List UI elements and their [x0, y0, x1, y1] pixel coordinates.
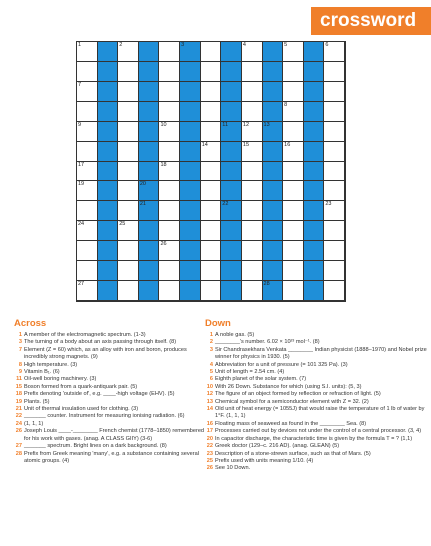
- grid-cell[interactable]: [324, 281, 345, 301]
- clue-number: 9: [18, 369, 22, 376]
- clue-number: 14: [206, 406, 213, 413]
- grid-block: [304, 102, 325, 122]
- grid-cell[interactable]: [283, 281, 304, 301]
- grid-block: [263, 62, 284, 82]
- grid-cell[interactable]: [283, 162, 304, 182]
- down-clue: [205, 369, 427, 376]
- clue-text: Abbreviation for a unit of pressure (= 101 325 Pa). (3): [215, 361, 348, 368]
- cell-number: 4: [242, 42, 246, 48]
- clue-text: Prefix used with units meaning 1/10. (4): [215, 457, 314, 464]
- grid-block: [98, 82, 119, 102]
- grid-block: [263, 221, 284, 241]
- grid-cell[interactable]: [201, 281, 222, 301]
- grid-cell[interactable]: [201, 181, 222, 201]
- down-heading: Down: [205, 318, 231, 329]
- grid-cell[interactable]: [77, 281, 98, 301]
- grid-block: [304, 261, 325, 281]
- clue-number: 26: [15, 428, 22, 435]
- cell-number: 25: [119, 221, 126, 228]
- cell-number: 20: [139, 181, 146, 188]
- clue-text: Floating mass of seaweed as found in the ________ Sea. (8): [215, 420, 367, 427]
- grid-block: [304, 221, 325, 241]
- down-clues: [205, 318, 427, 473]
- grid-cell[interactable]: [159, 241, 180, 261]
- down-clue: [205, 332, 427, 339]
- grid-block: [139, 261, 160, 281]
- grid-block: [221, 62, 242, 82]
- grid-cell[interactable]: [283, 122, 304, 142]
- grid-block: [98, 241, 119, 261]
- grid-block: [98, 181, 119, 201]
- grid-cell[interactable]: [242, 181, 263, 201]
- grid-cell[interactable]: [77, 261, 98, 281]
- grid-cell[interactable]: [324, 142, 345, 162]
- grid-cell[interactable]: [77, 142, 98, 162]
- clue-text: The figure of an object formed by reflection or refraction of light. (5): [215, 391, 381, 398]
- grid-block: [304, 201, 325, 221]
- grid-cell[interactable]: [118, 162, 139, 182]
- clue-text: Oil-well boring machinery. (3): [24, 376, 97, 383]
- down-clue: [205, 465, 427, 472]
- grid-block: [98, 142, 119, 162]
- cell-number: 17: [78, 161, 85, 168]
- cell-number: 5: [284, 42, 288, 48]
- down-clue: [205, 362, 427, 369]
- grid-cell[interactable]: [201, 102, 222, 122]
- grid-cell[interactable]: [77, 82, 98, 102]
- grid-block: [221, 142, 242, 162]
- across-clue: [14, 339, 210, 346]
- grid-block: [180, 241, 201, 261]
- grid-cell[interactable]: [242, 102, 263, 122]
- across-clue: [14, 384, 210, 391]
- grid-block: [139, 102, 160, 122]
- grid-block: [139, 221, 160, 241]
- grid-cell[interactable]: [324, 62, 345, 82]
- grid-cell[interactable]: [77, 241, 98, 261]
- grid-block: [180, 181, 201, 201]
- grid-cell[interactable]: [201, 82, 222, 102]
- grid-block: [263, 42, 284, 62]
- clue-text: (1, 1, 1): [24, 420, 44, 427]
- grid-block: [221, 122, 242, 142]
- down-clue: [205, 399, 427, 406]
- grid-block: [180, 261, 201, 281]
- grid-block: [180, 62, 201, 82]
- clue-number: 6: [209, 376, 213, 383]
- grid-cell[interactable]: [159, 261, 180, 281]
- grid-cell[interactable]: [324, 261, 345, 281]
- clue-number: 22: [15, 413, 22, 420]
- clue-number: 5: [209, 369, 213, 376]
- clue-number: 3: [18, 339, 22, 346]
- cell-number: 8: [284, 101, 288, 108]
- cell-number: 2: [119, 42, 123, 48]
- grid-cell[interactable]: [283, 82, 304, 102]
- grid-cell[interactable]: [242, 162, 263, 182]
- grid-block: [263, 102, 284, 122]
- grid-block: [139, 241, 160, 261]
- grid-block: [263, 261, 284, 281]
- grid-block: [221, 82, 242, 102]
- grid-block: [263, 82, 284, 102]
- grid-cell[interactable]: [77, 201, 98, 221]
- grid-cell[interactable]: [242, 281, 263, 301]
- clue-text: _______ spectrum. Bright lines on a dark background. (8): [24, 443, 167, 450]
- clue-number: 16: [206, 420, 213, 427]
- across-clues: [14, 318, 210, 465]
- cell-number: 23: [325, 201, 332, 208]
- grid-cell[interactable]: [242, 122, 263, 142]
- grid-cell[interactable]: [77, 102, 98, 122]
- grid-cell[interactable]: [242, 221, 263, 241]
- grid-cell[interactable]: [242, 142, 263, 162]
- grid-cell[interactable]: [283, 102, 304, 122]
- grid-block: [180, 221, 201, 241]
- clue-text: The turning of a body about an axis passing through itself. (8): [24, 339, 177, 346]
- cell-number: 12: [242, 121, 250, 128]
- clue-number: 1: [209, 332, 213, 338]
- grid-cell[interactable]: [77, 42, 98, 62]
- grid-block: [98, 221, 119, 241]
- grid-block: [98, 102, 119, 122]
- cell-number: 13: [263, 121, 270, 128]
- clue-text: Greek doctor (129–c. 216 AD). (anag. GLEAN) (5): [215, 443, 340, 450]
- across-heading: Across: [14, 318, 47, 329]
- cell-number: 9: [78, 121, 82, 128]
- clue-text: Plants. (5): [24, 398, 50, 405]
- across-clue: [14, 362, 210, 369]
- grid-block: [221, 241, 242, 261]
- cell-number: 21: [139, 201, 146, 208]
- clue-number: 12: [206, 391, 213, 398]
- grid-block: [139, 281, 160, 301]
- clue-text: High temperature. (3): [24, 361, 78, 368]
- grid-block: [304, 82, 325, 102]
- grid-block: [263, 181, 284, 201]
- down-clue: [205, 347, 427, 362]
- grid-cell[interactable]: [118, 102, 139, 122]
- clue-number: 13: [206, 398, 213, 405]
- grid-cell[interactable]: [118, 142, 139, 162]
- grid-block: [139, 142, 160, 162]
- grid-cell[interactable]: [242, 42, 263, 62]
- grid-cell[interactable]: [242, 201, 263, 221]
- clue-text: Unit of thermal insulation used for clothing. (3): [24, 406, 139, 413]
- grid-cell[interactable]: [242, 261, 263, 281]
- down-clue: [205, 443, 427, 450]
- clue-number: 24: [15, 420, 22, 427]
- clue-text: Prefix denoting 'outside of', e.g. ____-high voltage (EHV). (5): [24, 391, 175, 398]
- across-clue: [14, 399, 210, 406]
- down-clue: [205, 406, 427, 421]
- grid-cell[interactable]: [283, 142, 304, 162]
- clue-number: 8: [18, 361, 22, 368]
- clue-number: 23: [206, 450, 213, 457]
- grid-block: [180, 201, 201, 221]
- grid-block: [304, 42, 325, 62]
- clue-text: Sir Chandrasekhara Venkata ________ Indian physicist (1888–1970) and Nobel prize winner for physics in 1930. (5): [215, 346, 427, 361]
- grid-block: [139, 122, 160, 142]
- down-clue: [205, 458, 427, 465]
- down-clue: [205, 339, 427, 346]
- grid-block: [304, 62, 325, 82]
- cell-number: 27: [78, 281, 85, 288]
- grid-cell[interactable]: [159, 201, 180, 221]
- clue-text: Boson formed from a quark-antiquark pair. (5): [24, 383, 138, 390]
- down-clue: [205, 451, 427, 458]
- clue-text: In capacitor discharge, the characteristic time is given by the formula T = ? (1,1): [215, 435, 413, 442]
- grid-cell[interactable]: [201, 42, 222, 62]
- across-clue: [14, 428, 210, 443]
- down-clue: [205, 436, 427, 443]
- clue-text: Processes carried out by devices not under the control of a central processor. (3, 4): [215, 428, 422, 435]
- grid-block: [304, 181, 325, 201]
- cell-number: 24: [78, 221, 85, 228]
- crossword-title: crossword: [311, 7, 431, 35]
- grid-cell[interactable]: [201, 162, 222, 182]
- grid-cell[interactable]: [118, 201, 139, 221]
- grid-cell[interactable]: [283, 201, 304, 221]
- cell-number: 28: [263, 281, 270, 288]
- cell-number: 15: [242, 141, 250, 148]
- grid-block: [139, 82, 160, 102]
- grid-cell[interactable]: [118, 42, 139, 62]
- grid-block: [98, 162, 119, 182]
- grid-cell[interactable]: [118, 241, 139, 261]
- grid-block: [263, 122, 284, 142]
- clue-text: Chemical symbol for a semiconductor element with Z = 32. (2): [215, 398, 369, 405]
- cell-number: 22: [222, 201, 229, 208]
- grid-cell[interactable]: [159, 82, 180, 102]
- clue-text: Description of a stone-strewn surface, such as that of Mars. (5): [215, 450, 371, 457]
- grid-block: [221, 181, 242, 201]
- grid-block: [180, 42, 201, 62]
- grid-cell[interactable]: [118, 261, 139, 281]
- clue-text: Prefix from Greek meaning 'many', e.g. a substance containing several atomic groups. (4): [24, 450, 200, 464]
- cell-number: 6: [325, 42, 329, 48]
- grid-block: [98, 62, 119, 82]
- grid-cell[interactable]: [242, 241, 263, 261]
- grid-block: [221, 221, 242, 241]
- grid-cell[interactable]: [159, 162, 180, 182]
- clue-number: 18: [15, 391, 22, 398]
- clue-number: 11: [16, 376, 22, 383]
- grid-block: [221, 201, 242, 221]
- clue-number: 17: [206, 428, 213, 435]
- grid-cell[interactable]: [324, 42, 345, 62]
- grid-cell[interactable]: [324, 82, 345, 102]
- grid-cell[interactable]: [159, 281, 180, 301]
- grid-cell[interactable]: [201, 221, 222, 241]
- across-clue: [14, 451, 210, 466]
- grid-cell[interactable]: [324, 241, 345, 261]
- clue-number: 7: [18, 346, 22, 353]
- grid-cell[interactable]: [283, 241, 304, 261]
- across-clue: [14, 391, 210, 398]
- grid-block: [139, 62, 160, 82]
- clue-text: Element (Z = 60) which, as an alloy with iron and boron, produces incredibly strong magnets. (9): [24, 346, 187, 361]
- clue-number: 27: [15, 443, 22, 450]
- grid-cell[interactable]: [324, 221, 345, 241]
- clue-number: 21: [15, 406, 22, 413]
- grid-cell[interactable]: [201, 241, 222, 261]
- grid-block: [304, 142, 325, 162]
- grid-cell[interactable]: [159, 102, 180, 122]
- grid-block: [139, 42, 160, 62]
- grid-cell[interactable]: [283, 221, 304, 241]
- cell-number: 1: [78, 42, 82, 48]
- grid-cell[interactable]: [159, 42, 180, 62]
- grid-cell[interactable]: [77, 181, 98, 201]
- down-clue: [205, 384, 427, 391]
- grid-cell[interactable]: [324, 181, 345, 201]
- grid-cell[interactable]: [118, 122, 139, 142]
- clue-text: With 26 Down. Substance for which (using S.I. units): (5, 3): [215, 383, 362, 390]
- grid-cell[interactable]: [118, 82, 139, 102]
- down-clue: [205, 376, 427, 383]
- cell-number: 26: [160, 241, 167, 248]
- down-clue: [205, 391, 427, 398]
- grid-block: [263, 201, 284, 221]
- cell-number: 7: [78, 81, 82, 88]
- clue-text: Eighth planet of the solar system. (7): [215, 376, 307, 383]
- grid-cell[interactable]: [201, 142, 222, 162]
- grid-cell[interactable]: [77, 221, 98, 241]
- cell-number: 11: [222, 121, 229, 128]
- clue-number: 15: [15, 383, 22, 390]
- across-clue: [14, 376, 210, 383]
- grid-block: [98, 281, 119, 301]
- clue-number: 3: [209, 346, 213, 353]
- clue-number: 2: [209, 339, 213, 346]
- clue-text: Old unit of heat energy (= 1055J) that would raise the temperature of 1 lb of water by 1°F. (1, 1, 1): [215, 406, 425, 420]
- grid-block: [304, 281, 325, 301]
- grid-cell[interactable]: [324, 122, 345, 142]
- grid-cell[interactable]: [324, 102, 345, 122]
- across-clue: [14, 421, 210, 428]
- clue-text: A noble gas. (5): [215, 332, 255, 338]
- clue-number: 25: [206, 457, 213, 464]
- grid-block: [221, 102, 242, 122]
- across-clue: [14, 413, 210, 420]
- grid-block: [98, 122, 119, 142]
- grid-block: [98, 42, 119, 62]
- grid-block: [180, 142, 201, 162]
- down-clue: [205, 421, 427, 428]
- grid-cell[interactable]: [201, 201, 222, 221]
- cell-number: 3: [181, 42, 185, 48]
- grid-cell[interactable]: [77, 122, 98, 142]
- cell-number: 10: [160, 121, 167, 128]
- grid-cell[interactable]: [283, 181, 304, 201]
- cell-number: 14: [201, 141, 208, 148]
- clue-number: 10: [206, 383, 213, 390]
- cell-number: 16: [284, 141, 291, 148]
- clue-text: _______ counter. Instrument for measuring ionising radiation. (6): [24, 413, 185, 420]
- clue-number: 22: [206, 443, 213, 450]
- grid-block: [304, 162, 325, 182]
- clue-number: 28: [15, 450, 22, 457]
- grid-block: [180, 122, 201, 142]
- clue-number: 19: [15, 398, 22, 405]
- grid-block: [98, 201, 119, 221]
- grid-block: [221, 261, 242, 281]
- grid-cell[interactable]: [324, 201, 345, 221]
- grid-cell[interactable]: [159, 142, 180, 162]
- grid-cell[interactable]: [283, 42, 304, 62]
- grid-cell[interactable]: [77, 62, 98, 82]
- grid-block: [139, 201, 160, 221]
- clue-number: 20: [206, 435, 213, 442]
- grid-cell[interactable]: [159, 181, 180, 201]
- grid-cell[interactable]: [201, 122, 222, 142]
- grid-cell[interactable]: [242, 82, 263, 102]
- grid-block: [304, 241, 325, 261]
- clue-number: 4: [209, 361, 213, 368]
- grid-cell[interactable]: [77, 162, 98, 182]
- grid-block: [180, 281, 201, 301]
- crossword-grid: [76, 41, 346, 302]
- grid-block: [263, 241, 284, 261]
- clue-text: Unit of length = 2.54 cm. (4): [215, 369, 285, 376]
- grid-block: [221, 42, 242, 62]
- grid-cell[interactable]: [118, 181, 139, 201]
- grid-block: [221, 162, 242, 182]
- across-clue: [14, 347, 210, 362]
- clue-number: 26: [206, 465, 213, 472]
- grid-block: [139, 181, 160, 201]
- grid-cell[interactable]: [159, 122, 180, 142]
- clue-text: ________'s number. 6.02 × 10²³ mol⁻¹. (8): [215, 339, 320, 346]
- grid-cell[interactable]: [242, 62, 263, 82]
- grid-cell[interactable]: [283, 261, 304, 281]
- down-clue: [205, 428, 427, 435]
- grid-block: [263, 281, 284, 301]
- grid-block: [263, 162, 284, 182]
- clue-text: See 10 Down.: [215, 465, 251, 472]
- grid-block: [98, 261, 119, 281]
- grid-cell[interactable]: [201, 261, 222, 281]
- grid-cell[interactable]: [118, 221, 139, 241]
- grid-cell[interactable]: [159, 62, 180, 82]
- clue-text: Vitamin B₁. (6): [24, 369, 60, 376]
- clue-text: Joseph Louis ____-________ French chemist (1778–1850) remembered for his work with gases. (anag. A CLASS GIIY) (3-6): [24, 428, 205, 442]
- grid-block: [180, 102, 201, 122]
- grid-cell[interactable]: [283, 62, 304, 82]
- cell-number: 18: [160, 161, 167, 168]
- grid-block: [221, 281, 242, 301]
- across-clue: [14, 332, 210, 339]
- grid-cell[interactable]: [324, 162, 345, 182]
- grid-cell[interactable]: [159, 221, 180, 241]
- across-clue: [14, 369, 210, 376]
- cell-number: 19: [78, 181, 85, 188]
- grid-block: [180, 162, 201, 182]
- grid-block: [180, 82, 201, 102]
- clue-text: A member of the electromagnetic spectrum. (1-3): [24, 332, 146, 338]
- grid-cell[interactable]: [201, 62, 222, 82]
- grid-cell[interactable]: [118, 62, 139, 82]
- across-clue: [14, 406, 210, 413]
- grid-block: [263, 142, 284, 162]
- clue-number: 1: [18, 332, 22, 338]
- across-clue: [14, 443, 210, 450]
- grid-block: [304, 122, 325, 142]
- grid-cell[interactable]: [118, 281, 139, 301]
- grid-block: [139, 162, 160, 182]
